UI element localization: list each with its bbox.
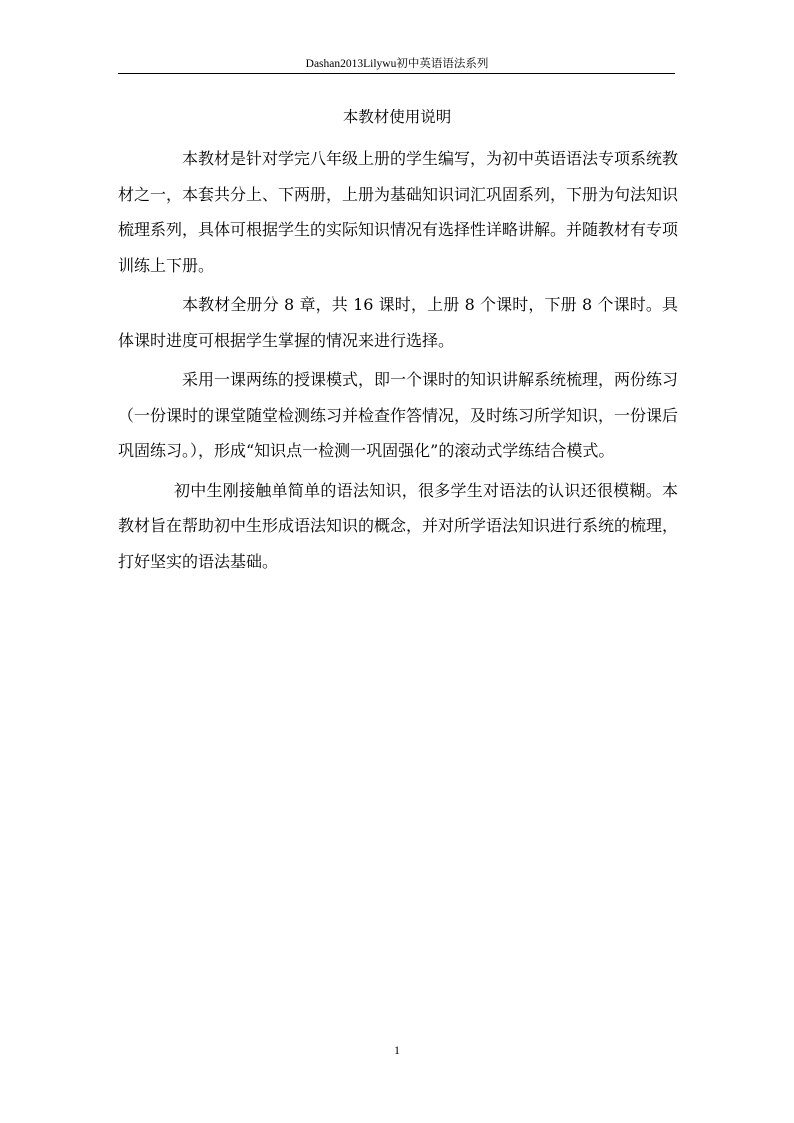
paragraph-teaching-mode: 采用一课两练的授课模式，即一个课时的知识讲解系统梳理，两份练习（一份课时的课堂随堂检测练习并检查作答情况，及时练习所学知识，一份课后巩固练习。），形成“知识点一检测一巩固强化”的滚动式学练结合模式。 [118, 370, 679, 460]
paragraph-purpose: 初中生刚接触单简单的语法知识，很多学生对语法的认识还很模糊。本教材旨在帮助初中生形成语法知识的概念，并对所学语法知识进行系统的梳理，打好坚实的语法基础。 [118, 480, 679, 571]
document-body [118, 141, 678, 579]
header-divider [118, 73, 675, 74]
document-title: 本教材使用说明 [342, 108, 452, 126]
page-number: 1 [394, 1043, 400, 1057]
running-header: Dashan2013Lilywu初中英语语法系列 [305, 58, 489, 70]
paragraph-structure: 本教材全册分 8 章，共 16 课时，上册 8 个课时，下册 8 个课时。具体课时进度可根据学生掌握的情况来进行选择。 [118, 295, 678, 350]
paragraph-intro: 本教材是针对学完八年级上册的学生编写，为初中英语语法专项系统教材之一，本套共分上、下两册，上册为基础知识词汇巩固系列，下册为句法知识梳理系列，具体可根据学生的实际知识情况有选择性详略讲解。并随教材有专项训练上下册。 [118, 149, 679, 275]
